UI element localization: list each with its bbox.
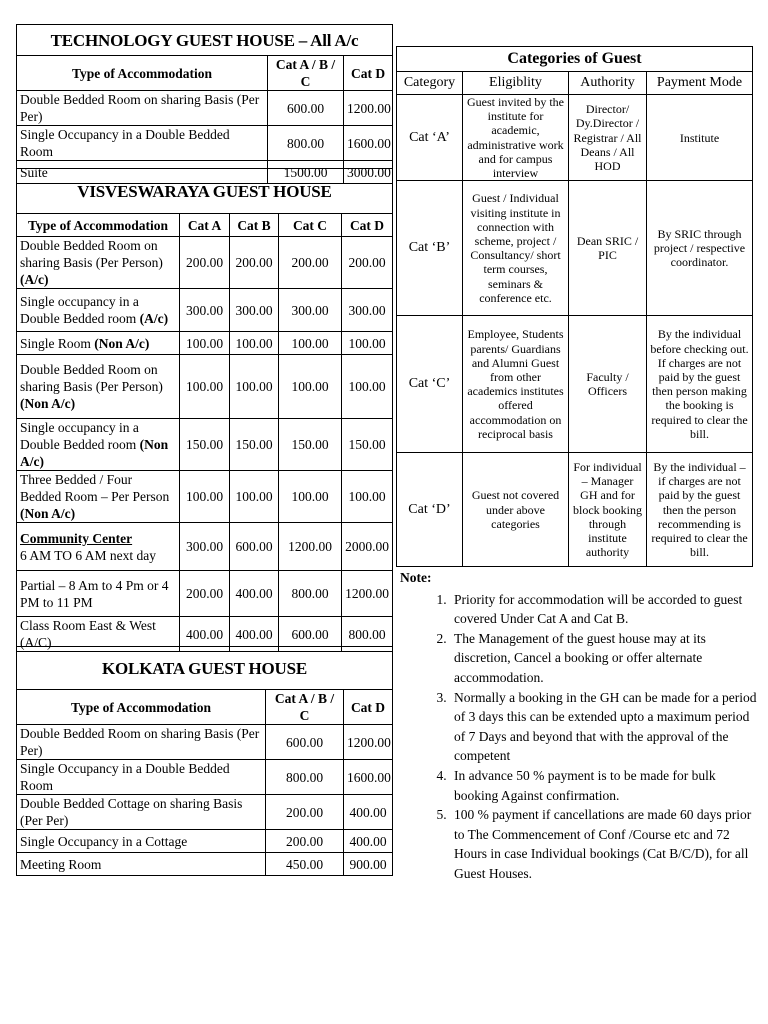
header-cat-c: Cat C: [279, 214, 342, 237]
header-payment-mode: Payment Mode: [647, 72, 753, 95]
table-row: Single occupancy in a Double Bedded room (Non A/c) 150.00 150.00 150.00 150.00: [17, 419, 393, 471]
note-item: 2. The Management of the guest house may at its discretion, Cancel a booking or offer alternate accommodation.: [450, 629, 760, 688]
table-row: Single Occupancy in a Cottage 200.00 400.00: [17, 830, 393, 853]
header-cat-d: Cat D: [342, 214, 393, 237]
categories-of-guest-table: [396, 46, 753, 567]
header-type: Type of Accommodation: [17, 56, 268, 91]
table-row: Meeting Room 450.00 900.00: [17, 853, 393, 876]
header-cat-a: Cat A: [180, 214, 230, 237]
technology-title: TECHNOLOGY GUEST HOUSE – All A/c: [17, 25, 393, 56]
table-row: Single Occupancy in a Double Bedded Room 800.00 1600.00: [17, 760, 393, 795]
notes-list: [400, 590, 760, 884]
header-cat-d: Cat D: [344, 690, 393, 725]
header-cat-b: Cat B: [230, 214, 279, 237]
table-row: Partial – 8 Am to 4 Pm or 4 PM to 11 PM 200.00 400.00 800.00 1200.00: [17, 571, 393, 617]
kolkata-guest-house-table: [16, 646, 393, 876]
table-row: Single Occupancy in a Double Bedded Room 800.00 1600.00: [17, 126, 393, 161]
table-row: Suite 1500.00 3000.00: [17, 161, 393, 184]
header-type: Type of Accommodation: [17, 690, 266, 725]
table-row: Class Room East & West (A/C) 400.00 400.00 600.00 800.00: [17, 617, 393, 652]
table-row: Three Bedded / Four Bedded Room – Per Person (Non A/c) 100.00 100.00 100.00 100.00: [17, 471, 393, 523]
table-row: Cat ‘C’ Employee, Students parents/ Guardians and Alumni Guest from other academics institutes offered accommodation on reciprocal basis Faculty / Officers By the individual before checking out. If charges are not paid by the guest then person making the booking is required to clear the bill.: [397, 316, 753, 453]
table-row: Cat ‘B’ Guest / Individual visiting institute in connection with scheme, project / Consultancy/ short term courses, seminars & conference etc. Dean SRIC / PIC By SRIC through project / respective coordinator.: [397, 181, 753, 316]
table-row: Double Bedded Room on sharing Basis (Per Person) (A/c) 200.00 200.00 200.00 200.00: [17, 237, 393, 289]
table-row: Single Room (Non A/c) 100.00 100.00 100.00 100.00: [17, 332, 393, 355]
header-cat-abc: Cat A / B / C: [268, 56, 344, 91]
table-row: Double Bedded Cottage on sharing Basis (Per Per) 200.00 400.00: [17, 795, 393, 830]
notes-label: Note:: [400, 570, 432, 585]
header-eligibility: Eligiblity: [463, 72, 569, 95]
header-authority: Authority: [569, 72, 647, 95]
header-cat-d: Cat D: [344, 56, 393, 91]
table-row: Double Bedded Room on sharing Basis (Per Per) 600.00 1200.00: [17, 725, 393, 760]
table-row: Single occupancy in a Double Bedded room (A/c) 300.00 300.00 300.00 300.00: [17, 289, 393, 332]
kolkata-title: KOLKATA GUEST HOUSE: [17, 647, 393, 690]
visveswaraya-guest-house-table: [16, 168, 393, 652]
note-item: 3. Normally a booking in the GH can be made for a period of 3 days this can be extended upto a maximum period of 7 Days and beyond that with the approval of the competent: [450, 688, 760, 766]
categories-title: Categories of Guest: [397, 47, 753, 72]
table-row: Cat ‘D’ Guest not covered under above categories For individual – Manager GH and for block booking through institute authority By the individual – if charges are not paid by the guest then the person recommending is required to clear the bill.: [397, 453, 753, 567]
table-row: Cat ‘A’ Guest invited by the institute for academic, administrative work and for campus interview Director/ Dy.Director / Registrar / All Deans / All HOD Institute: [397, 95, 753, 181]
table-row: Community Center 6 AM TO 6 AM next day 300.00 600.00 1200.00 2000.00: [17, 523, 393, 571]
notes-section: [400, 568, 760, 884]
header-cat-abc: Cat A / B / C: [266, 690, 344, 725]
table-row: Double Bedded Room on sharing Basis (Per Person) (Non A/c) 100.00 100.00 100.00 100.00: [17, 355, 393, 419]
community-center-heading: Community Center: [20, 530, 133, 546]
note-item: 4. In advance 50 % payment is to be made for bulk booking Against confirmation.: [450, 766, 760, 805]
header-type: Type of Accommodation: [17, 214, 180, 237]
header-category: Category: [397, 72, 463, 95]
technology-guest-house-table: [16, 24, 393, 184]
table-row: Double Bedded Room on sharing Basis (Per Per) 600.00 1200.00: [17, 91, 393, 126]
note-item: 1. Priority for accommodation will be accorded to guest covered Under Cat A and Cat B.: [450, 590, 760, 629]
note-item: 5. 100 % payment if cancellations are made 60 days prior to The Commencement of Conf /Course etc and 72 Hours in case Individual bookings (Cat B/C/D), for all Guest Houses.: [450, 805, 760, 883]
visveswaraya-title: VISVESWARAYA GUEST HOUSE: [17, 169, 393, 214]
